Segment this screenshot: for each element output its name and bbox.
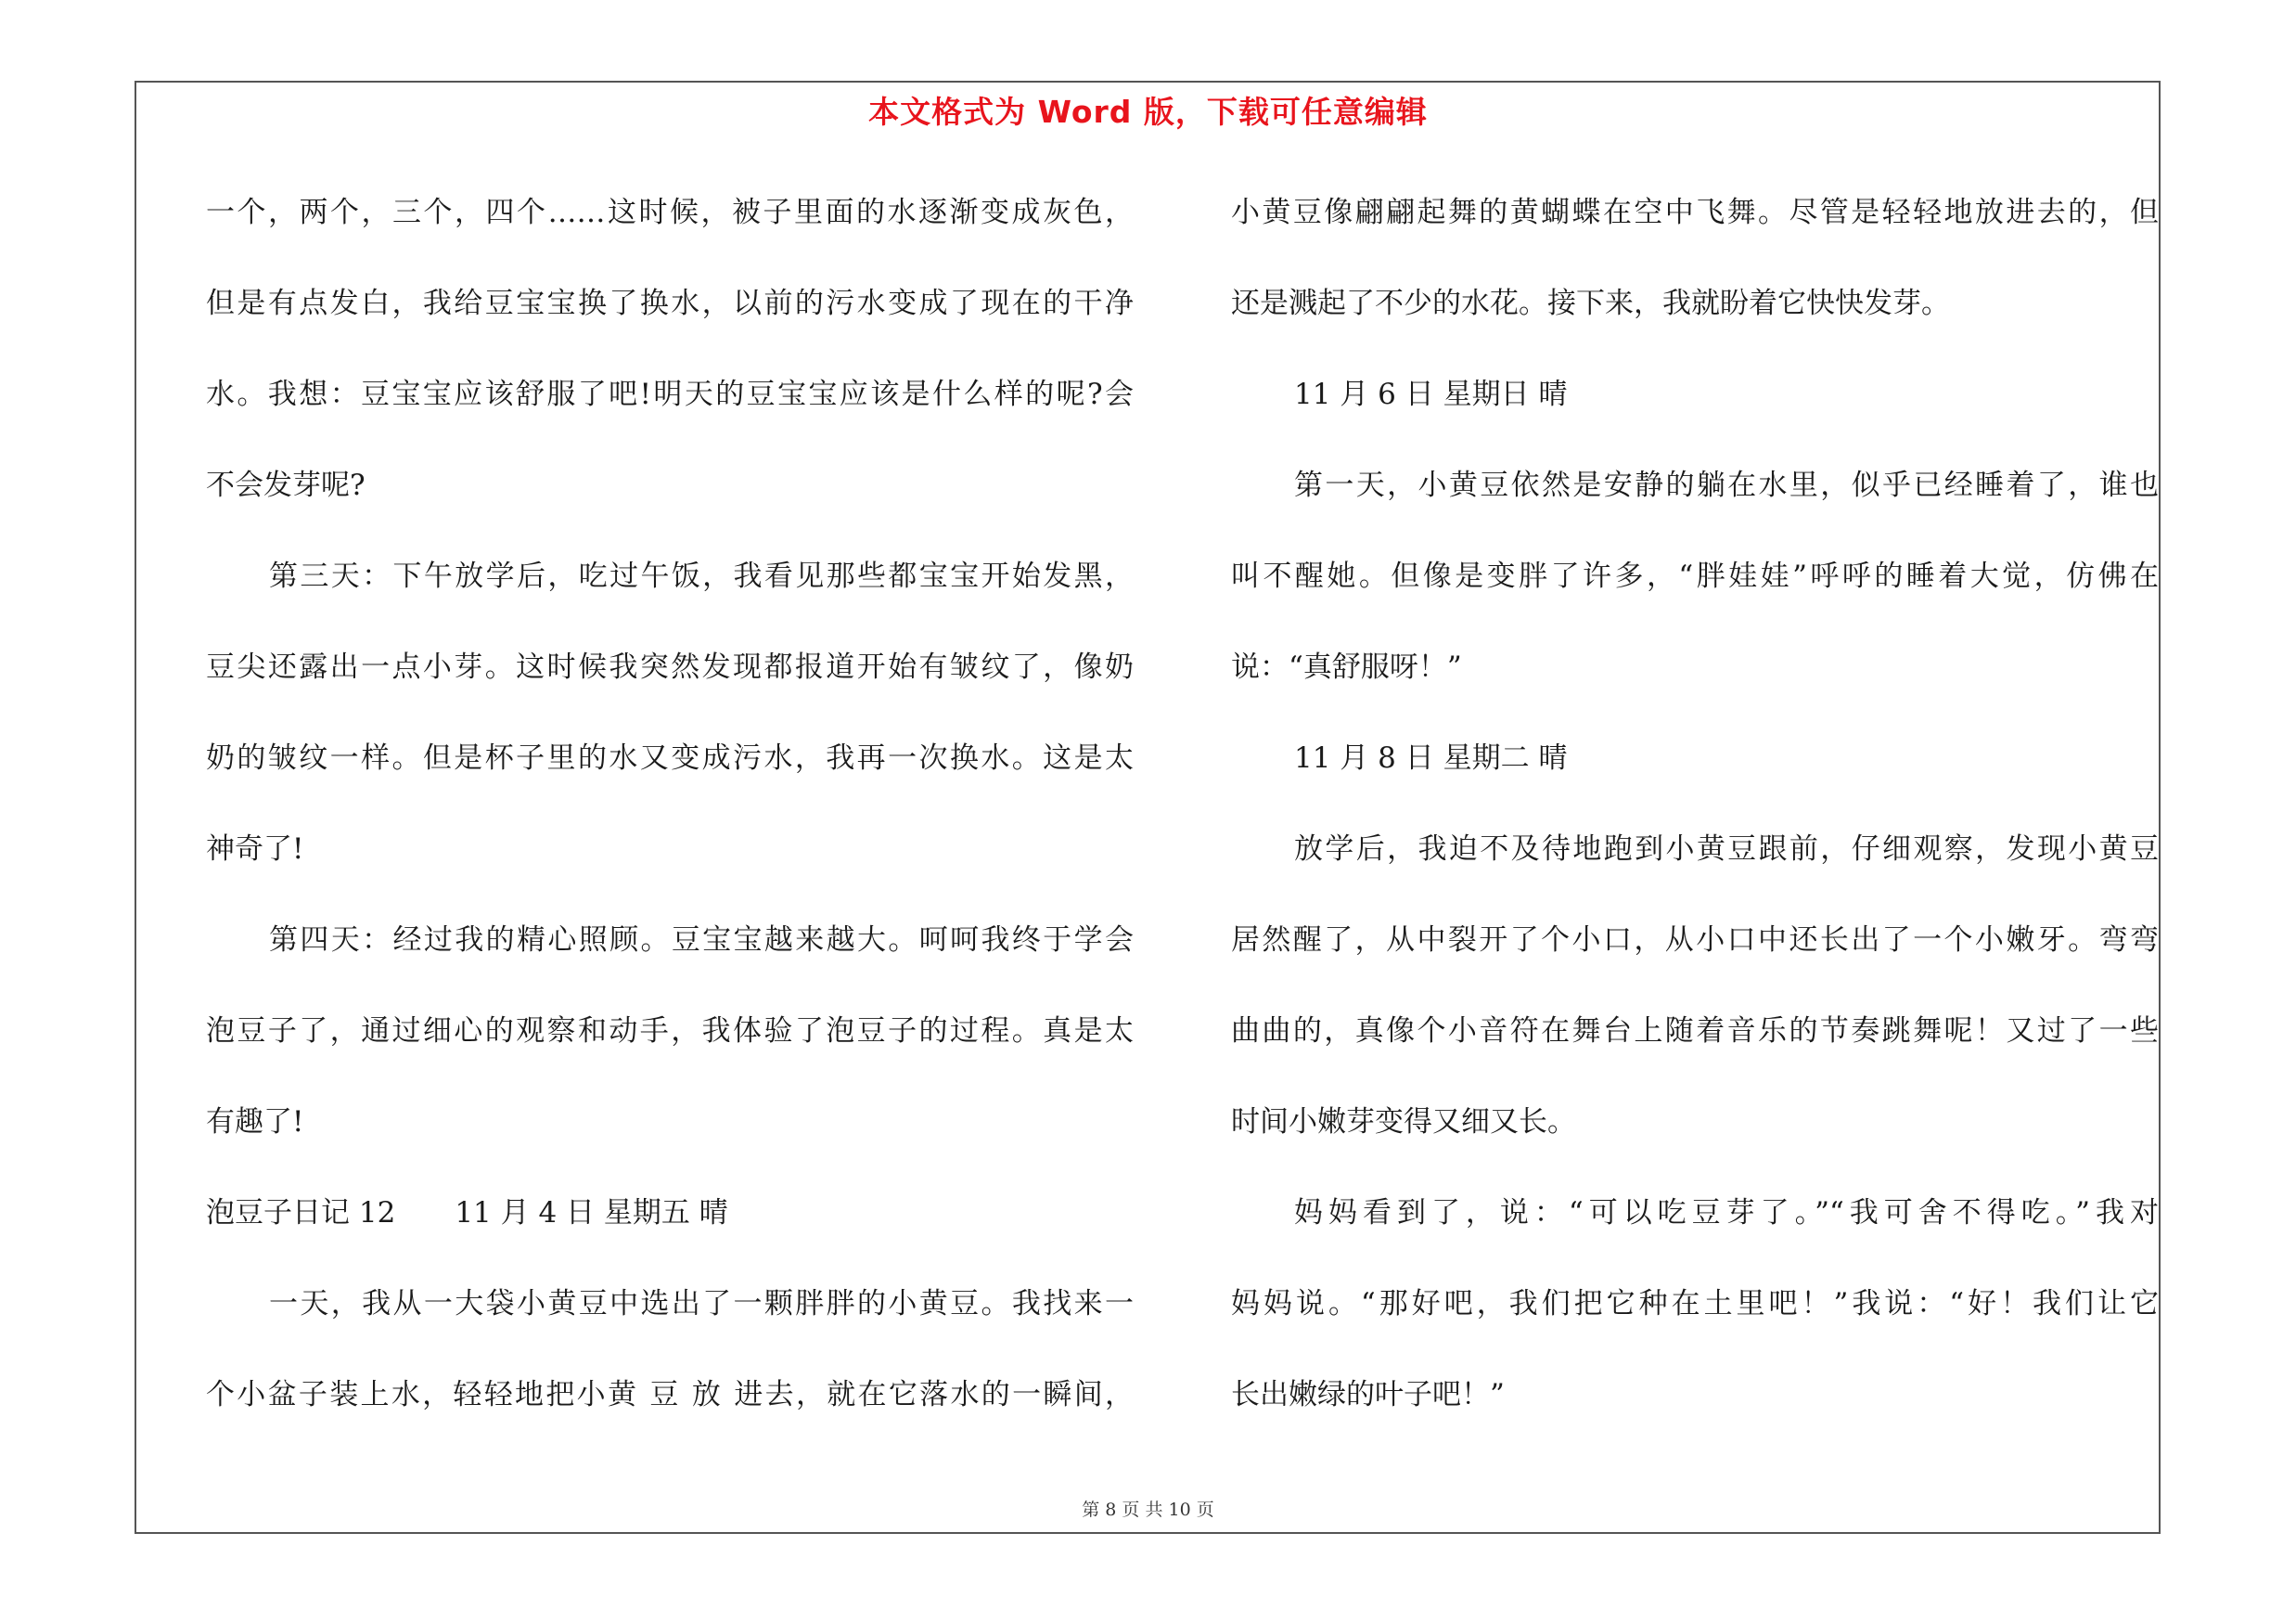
- text-line: 说：“真舒服呀！”: [1231, 650, 1462, 684]
- paragraph-start-line: 一天，我从一大袋小黄豆中选出了一颗胖胖的小黄豆。我找来一: [269, 1287, 1134, 1320]
- paragraph-start-line: 第四天：经过我的精心照顾。豆宝宝越来越大。呵呵我终于学会: [269, 923, 1134, 957]
- diary-title: 泡豆子日记 12: [206, 1196, 396, 1230]
- right-text-column: [1231, 181, 2159, 1454]
- paragraph-start-line: 妈妈看到了，说：“可以吃豆芽了。”“我可舍不得吃。”我对: [1294, 1196, 2159, 1230]
- document-header-title: 本文格式为 Word 版，下载可任意编辑: [868, 94, 1428, 130]
- paragraph-start-line: 第一天，小黄豆依然是安静的躺在水里，似乎已经睡着了，谁也: [1294, 469, 2159, 502]
- left-text-column: [206, 181, 1134, 1454]
- text-line: 叫不醒她。但像是变胖了许多，“胖娃娃”呼呼的睡着大觉，仿佛在: [1231, 560, 2159, 593]
- diary-date: 11 月 4 日 星期五 晴: [455, 1196, 728, 1230]
- text-line: 神奇了!: [206, 832, 304, 866]
- text-line: 奶的皱纹一样。但是杯子里的水又变成污水，我再一次换水。这是太: [206, 741, 1134, 775]
- diary-entry-heading: [206, 1181, 1134, 1272]
- text-line: 不会发芽呢?: [206, 469, 366, 502]
- diary-date: 11 月 6 日 星期日 晴: [1294, 378, 1568, 411]
- text-line: 还是溅起了不少的水花。接下来，我就盼着它快快发芽。: [1231, 287, 1950, 320]
- text-line: 一个，两个，三个，四个……这时候，被子里面的水逐渐变成灰色，: [206, 196, 1134, 229]
- paragraph-start-line: 放学后，我迫不及待地跑到小黄豆跟前，仔细观察，发现小黄豆: [1294, 832, 2159, 866]
- diary-date: 11 月 8 日 星期二 晴: [1294, 741, 1568, 775]
- text-line: 曲曲的，真像个小音符在舞台上随着音乐的节奏跳舞呢！又过了一些: [1231, 1014, 2159, 1048]
- text-line: 长出嫩绿的叶子吧！”: [1231, 1378, 1505, 1411]
- text-line: 时间小嫩芽变得又细又长。: [1231, 1105, 1576, 1139]
- text-line: 个小盆子装上水，轻轻地把小黄 豆 放 进去，就在它落水的一瞬间，: [206, 1378, 1134, 1411]
- text-line: 水。我想：豆宝宝应该舒服了吧!明天的豆宝宝应该是什么样的呢?会: [206, 378, 1134, 411]
- text-line: 小黄豆像翩翩起舞的黄蝴蝶在空中飞舞。尽管是轻轻地放进去的，但: [1231, 196, 2159, 229]
- page-number-footer: 第 8 页 共 10 页: [1082, 1500, 1214, 1520]
- text-line: 有趣了!: [206, 1105, 304, 1139]
- text-line: 妈妈说。“那好吧，我们把它种在土里吧！”我说：“好！我们让它: [1231, 1287, 2159, 1320]
- text-line: 居然醒了，从中裂开了个小口，从小口中还长出了一个小嫩牙。弯弯: [1231, 923, 2159, 957]
- text-line: 泡豆子了，通过细心的观察和动手，我体验了泡豆子的过程。真是太: [206, 1014, 1134, 1048]
- text-line: 豆尖还露出一点小芽。这时候我突然发现都报道开始有皱纹了，像奶: [206, 650, 1134, 684]
- paragraph-start-line: 第三天：下午放学后，吃过午饭，我看见那些都宝宝开始发黑，: [269, 560, 1134, 593]
- text-line: 但是有点发白，我给豆宝宝换了换水，以前的污水变成了现在的干净: [206, 287, 1134, 320]
